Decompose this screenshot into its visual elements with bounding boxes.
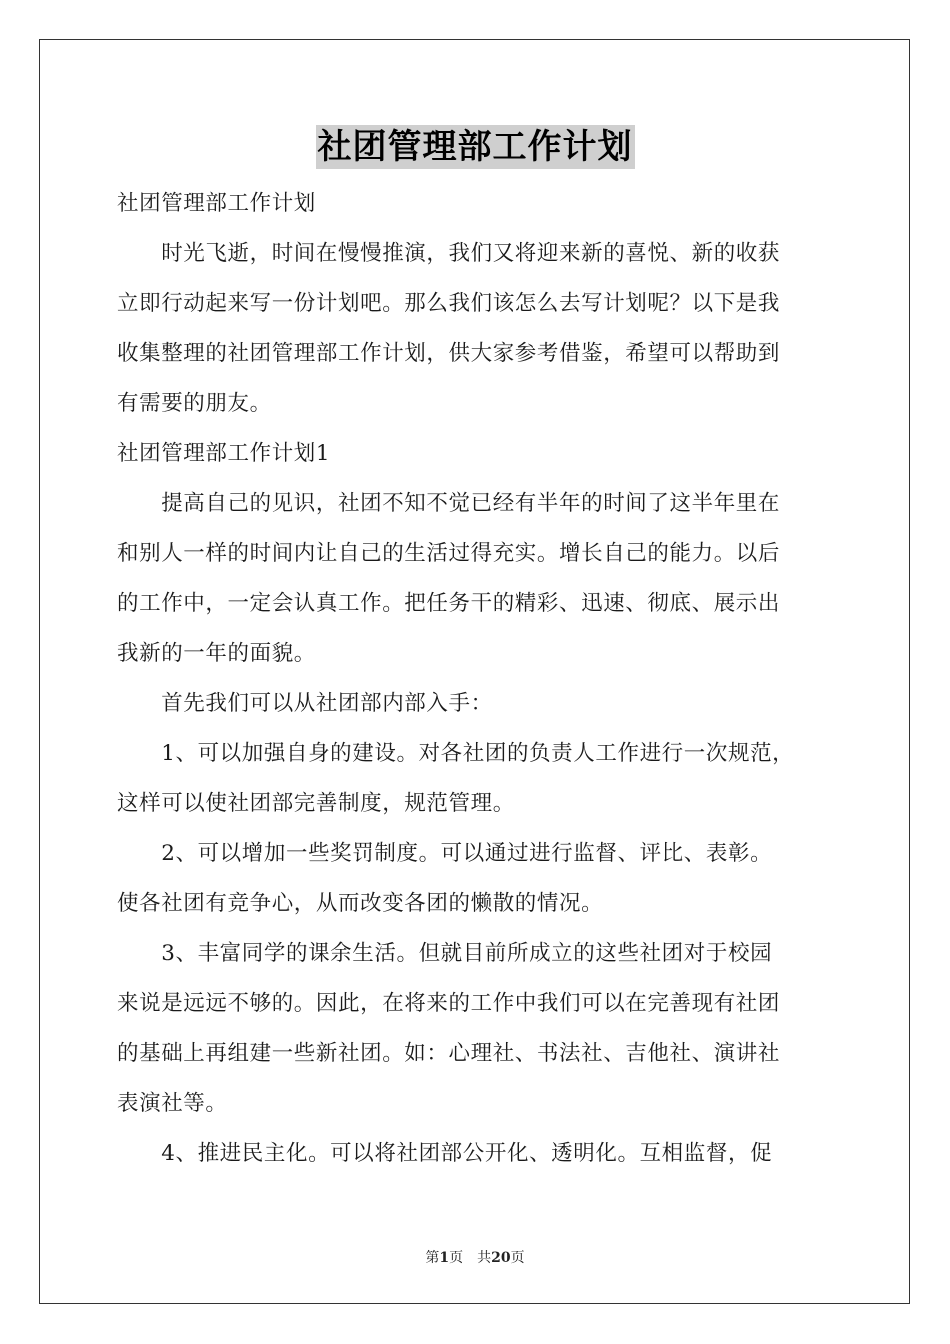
- body-line: 有需要的朋友。: [117, 391, 272, 416]
- body-line: 提高自己的见识，社团不知不觉已经有半年的时间了这半年里在: [117, 491, 781, 516]
- body-line: 2、可以增加一些奖罚制度。可以通过进行监督、评比、表彰。: [117, 841, 773, 866]
- body-line: 时光飞逝，时间在慢慢推演，我们又将迎来新的喜悦、新的收获: [117, 241, 781, 266]
- document-title: 社团管理部工作计划: [317, 127, 633, 167]
- body-line: 表演社等。: [117, 1091, 228, 1116]
- body-line: 1、可以加强自身的建设。对各社团的负责人工作进行一次规范，: [117, 741, 795, 766]
- body-line: 这样可以使社团部完善制度，规范管理。: [117, 791, 515, 816]
- footer-prefix: 第: [425, 1250, 440, 1266]
- subtitle-line: 社团管理部工作计划: [117, 191, 316, 216]
- footer-suffix: 页: [510, 1250, 525, 1266]
- page-footer: [0, 1247, 950, 1267]
- body-line: 3、丰富同学的课余生活。但就目前所成立的这些社团对于校园: [117, 941, 773, 966]
- section-heading: 社团管理部工作计划1: [117, 441, 331, 466]
- footer-total-pages: 20: [491, 1250, 511, 1266]
- body-line: 4、推进民主化。可以将社团部公开化、透明化。互相监督，促: [117, 1141, 773, 1166]
- body-line: 首先我们可以从社团部内部入手：: [117, 691, 493, 716]
- body-line: 我新的一年的面貌。: [117, 641, 316, 666]
- body-line: 和别人一样的时间内让自己的生活过得充实。增长自己的能力。以后: [117, 541, 781, 566]
- body-line: 收集整理的社团管理部工作计划，供大家参考借鉴，希望可以帮助到: [117, 341, 781, 366]
- body-line: 的工作中，一定会认真工作。把任务干的精彩、迅速、彻底、展示出: [117, 591, 781, 616]
- body-line: 的基础上再组建一些新社团。如：心理社、书法社、吉他社、演讲社: [117, 1041, 781, 1066]
- body-line: 来说是远远不够的。因此，在将来的工作中我们可以在完善现有社团: [117, 991, 781, 1016]
- body-line: 立即行动起来写一份计划吧。那么我们该怎么去写计划呢？以下是我: [117, 291, 781, 316]
- body-line: 使各社团有竞争心，从而改变各团的懒散的情况。: [117, 891, 604, 916]
- title-wrap: [0, 125, 950, 169]
- footer-mid: 页 共: [449, 1250, 492, 1266]
- footer-page-number: 1: [439, 1250, 450, 1266]
